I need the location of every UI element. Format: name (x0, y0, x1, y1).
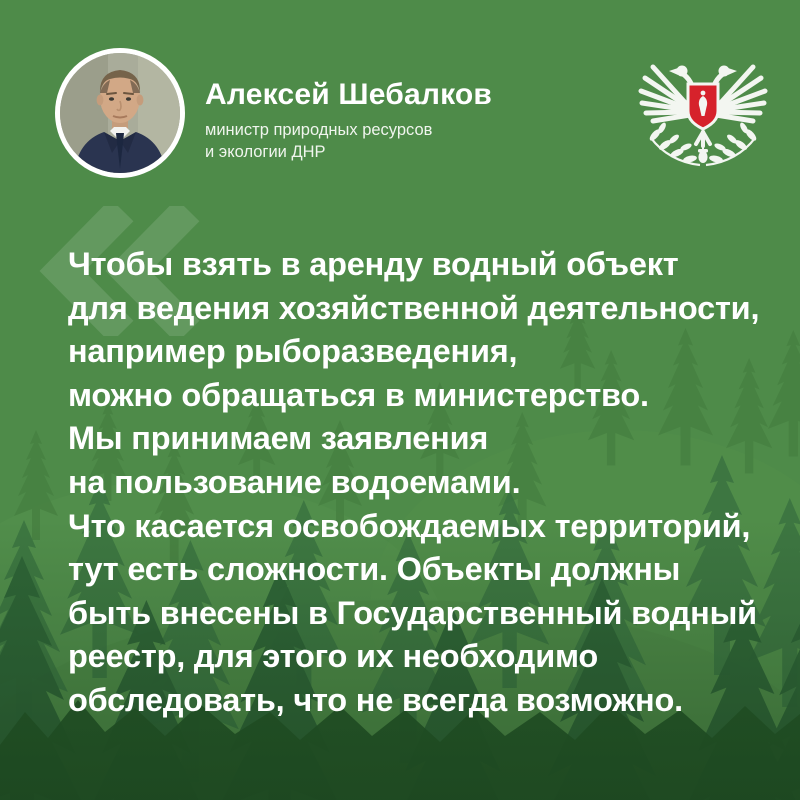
quote-line: можно обращаться в министерство. (68, 376, 649, 413)
person-name: Алексей Шебалков (205, 78, 493, 111)
eagle-right-beak (728, 68, 737, 75)
header-text (205, 78, 492, 164)
quote-line: Мы принимаем заявления (68, 420, 489, 457)
quote-line: реестр, для этого их необходимо (68, 638, 599, 675)
person-role (205, 120, 492, 164)
quote-line: Чтобы взять в аренду водный объект (68, 246, 679, 282)
eagle-left-beak (669, 68, 678, 75)
quote-line: для ведения хозяйственной деятельности, (68, 289, 760, 326)
person-role-line2: и экологии ДНР (205, 142, 326, 161)
quote-line: обследовать, что не всегда возможно. (68, 681, 683, 718)
eagle-left-head (677, 66, 688, 77)
person-role-line1: министр природных ресурсов (205, 121, 433, 139)
quote-text (68, 243, 780, 723)
quote-line: быть внесены в Государственный водный (68, 594, 757, 631)
dnr-coat-of-arms-icon (638, 46, 768, 170)
quote-line: на пользование водоемами. (68, 463, 521, 500)
acorn (698, 145, 708, 163)
quote-line: Что касается освобождаемых территорий, (68, 507, 751, 544)
eagle-right-head (719, 66, 730, 77)
avatar (55, 48, 185, 178)
quote-line: тут есть сложности. Объекты должны (68, 551, 681, 588)
eagle-tail (696, 132, 710, 146)
minister-portrait (60, 53, 180, 173)
quote-line: например рыборазведения, (68, 333, 518, 370)
